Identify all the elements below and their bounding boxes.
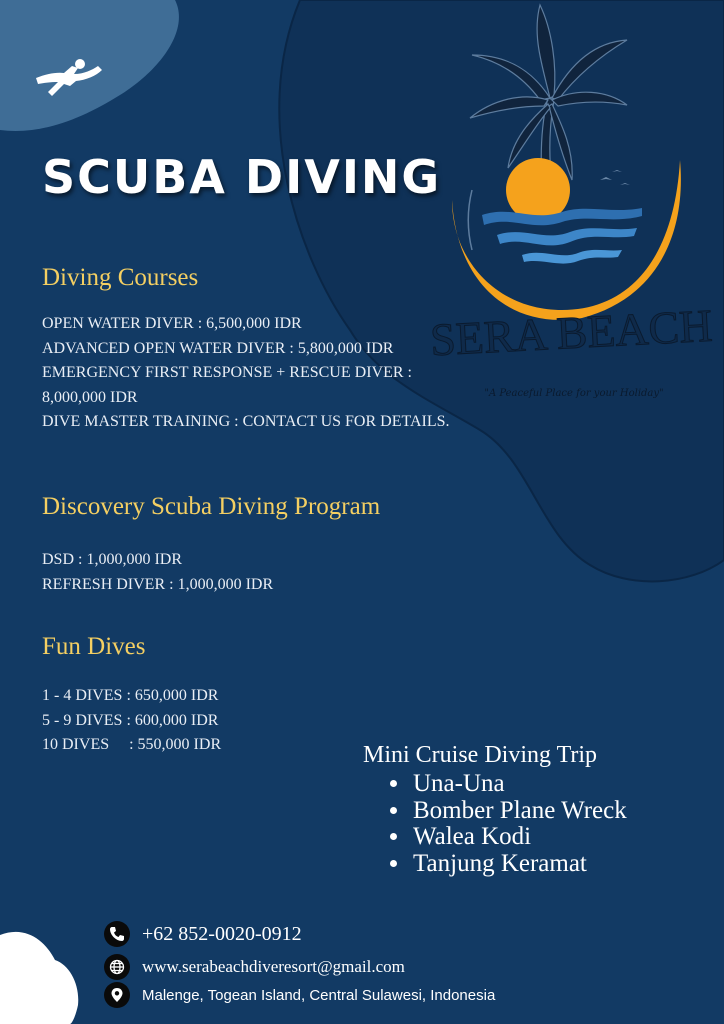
- list-item: 1 - 4 DIVES : 650,000 IDR: [42, 687, 219, 704]
- email-row: [104, 954, 405, 980]
- list-item: OPEN WATER DIVER : 6,500,000 IDR: [42, 315, 302, 332]
- email-link[interactable]: www.serabeachdiveresort@gmail.com: [142, 957, 405, 976]
- waves-shape: [482, 208, 642, 264]
- sun-shape: [506, 158, 570, 222]
- scuba-diver-icon: [32, 56, 104, 104]
- mini-cruise-section: [363, 742, 627, 877]
- list-item: EMERGENCY FIRST RESPONSE + RESCUE DIVER : 8,000,000 IDR: [42, 364, 412, 406]
- palm-tree-icon: [470, 5, 627, 185]
- diving-courses-list: [42, 312, 472, 435]
- bottom-left-blob: [0, 932, 78, 1024]
- list-item: • Bomber Plane Wreck: [411, 798, 627, 825]
- diving-courses-heading: Diving Courses: [42, 264, 199, 291]
- list-item: REFRESH DIVER : 1,000,000 IDR: [42, 575, 274, 593]
- list-item: DSD : 1,000,000 IDR: [42, 551, 183, 568]
- address-text: Malenge, Togean Island, Central Sulawesi, Indonesia: [142, 986, 496, 1004]
- globe-icon: [104, 954, 130, 980]
- list-item: 5 - 9 DIVES : 600,000 IDR: [42, 711, 219, 729]
- logo-brand-text: SERA BEACH: [428, 299, 714, 366]
- mini-cruise-heading: Mini Cruise Diving Trip: [363, 742, 598, 768]
- logo-tagline: "A Peaceful Place for your Holiday": [484, 388, 664, 399]
- location-pin-icon: [104, 982, 130, 1008]
- list-item: DIVE MASTER TRAINING : CONTACT US FOR DETAILS.: [42, 413, 450, 430]
- list-item: • Una-Una: [411, 771, 627, 798]
- fun-dives-list: [42, 684, 221, 758]
- page-title: SCUBA DIVING: [42, 150, 442, 204]
- address-row: [104, 982, 495, 1008]
- phone-row: [104, 921, 302, 947]
- birds-shape: [600, 170, 630, 185]
- list-item: • Tanjung Keramat: [411, 851, 627, 878]
- discovery-heading: Discovery Scuba Diving Program: [42, 493, 381, 520]
- list-item: • Walea Kodi: [411, 824, 627, 851]
- phone-number[interactable]: +62 852-0020-0912: [142, 922, 302, 945]
- list-item: 10 DIVES : 550,000 IDR: [42, 736, 222, 753]
- list-item: ADVANCED OPEN WATER DIVER : 5,800,000 IDR: [42, 339, 394, 357]
- fun-dives-heading: Fun Dives: [42, 633, 146, 660]
- mini-cruise-list: [363, 771, 627, 877]
- phone-icon: [104, 921, 130, 947]
- discovery-list: [42, 548, 273, 597]
